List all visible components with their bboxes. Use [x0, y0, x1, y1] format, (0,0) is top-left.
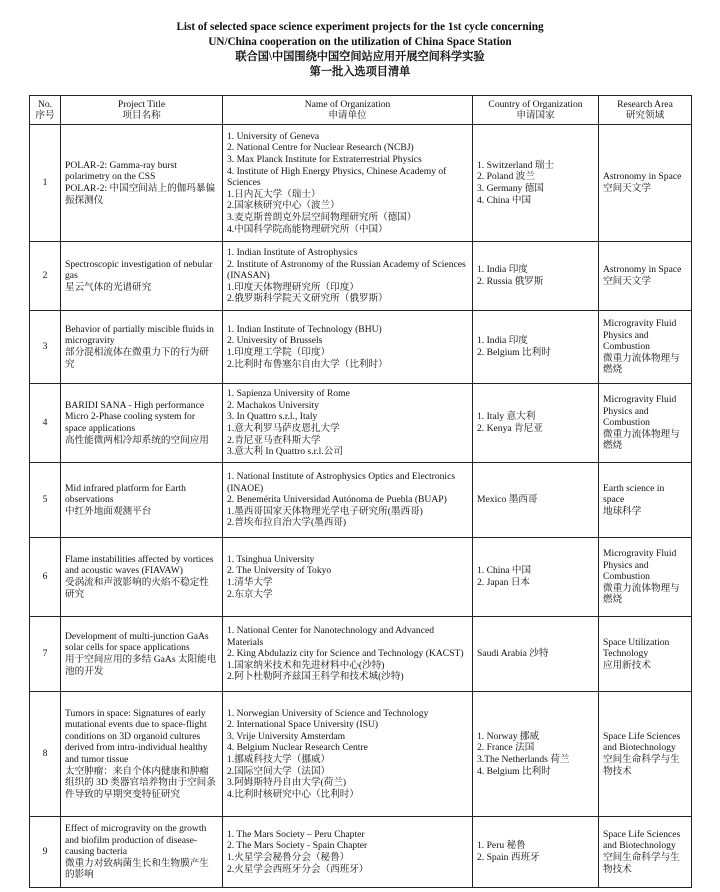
document-header: [0, 20, 720, 80]
project-title: Behavior of partially miscible fluids in microgravity 部分混相流体在微重力下的行为研究: [61, 311, 223, 384]
column-header-country: Country of Organization 申请国家: [473, 96, 599, 125]
project-title: Development of multi-junction GaAs solar cells for space applications 用于空间应用的多结 GaAs 太阳能电池的开发: [61, 617, 223, 692]
country-list: Saudi Arabia 沙特: [473, 617, 599, 692]
research-area: Microgravity Fluid Physics and Combustion 微重力流体物理与燃烧: [599, 384, 692, 463]
table-row: [30, 125, 692, 242]
column-header-organization: Name of Organization 申请单位: [223, 96, 473, 125]
table-row: [30, 311, 692, 384]
row-number: 9: [30, 817, 61, 888]
research-area: Astronomy in Space 空间天文学: [599, 125, 692, 242]
country-list: 1. India 印度 2. Belgium 比利时: [473, 311, 599, 384]
project-title: Spectroscopic investigation of nebular gas 星云气体的光谱研究: [61, 242, 223, 311]
organization-list: 1. National Institute of Astrophysics Optics and Electronics (INAOE) 2. Benemérita Universidad Autónoma de Puebla (BUAP) 1.墨西哥国家天体物理光学电子研究所(墨西哥) 2.普埃布拉自治大学(墨西哥): [223, 463, 473, 538]
organization-list: 1. Tsinghua University 2. The University of Tokyo 1.清华大学 2.东京大学: [223, 538, 473, 617]
table-row: [30, 463, 692, 538]
country-list: Mexico 墨西哥: [473, 463, 599, 538]
column-header-title: Project Title 项目名称: [61, 96, 223, 125]
row-number: 4: [30, 384, 61, 463]
header-title-zh-1: 联合国\中国围绕中国空间站应用开展空间科学实验: [235, 51, 485, 63]
country-list: 1. Switzerland 瑞士 2. Poland 波兰 3. Germany 德国 4. China 中国: [473, 125, 599, 242]
row-number: 6: [30, 538, 61, 617]
row-number: 1: [30, 125, 61, 242]
header-title-zh-2: 第一批入选项目清单: [309, 66, 411, 78]
organization-list: 1. Norwegian University of Science and Technology 2. International Space University (ISU) 3. Vrije University Amsterdam 4. Belgium Nuclear Research Centre 1.挪威科技大学（挪威） 2.国际空间大学（法国） 3.阿姆斯特丹自由大学(荷兰) 4.比利时核研究中心（比利时）: [223, 692, 473, 817]
project-title: Flame instabilities affected by vortices and acoustic waves (FIAVAW) 受涡流和声波影响的火焰不稳定性研究: [61, 538, 223, 617]
research-area: Space Life Sciences and Biotechnology 空间生命科学与生物技术: [599, 692, 692, 817]
table-row: [30, 384, 692, 463]
research-area: Microgravity Fluid Physics and Combustion 微重力流体物理与燃烧: [599, 311, 692, 384]
header-title-en-2: UN/China cooperation on the utilization of China Space Station: [208, 36, 512, 48]
project-title: Effect of microgravity on the growth and biofilm production of disease-causing bacteria 微重力对致病菌生长和生物膜产生的影响: [61, 817, 223, 888]
project-title: Mid infrared platform for Earth observations 中红外地面观测平台: [61, 463, 223, 538]
research-area: Space Utilization Technology 应用新技术: [599, 617, 692, 692]
project-title: Tumors in space: Signatures of early mutational events due to space-flight conditions on 3D organoid cultures derived from intra-individual healthy and tumor tissue 太空肿瘤：来自个体内健康和肿瘤组织的 3D 类器官培养物由于空间条件导致的早期突变特征研究: [61, 692, 223, 817]
research-area: Space Life Sciences and Biotechnology 空间生命科学与生物技术: [599, 817, 692, 888]
row-number: 2: [30, 242, 61, 311]
organization-list: 1. Sapienza University of Rome 2. Machakos University 3. In Quattro s.r.l., Italy 1.意大利罗马萨皮恩扎大学 2.肯尼亚马查科斯大学 3.意大利 In Quattro s.r.l.公司: [223, 384, 473, 463]
row-number: 5: [30, 463, 61, 538]
project-title: BARIDI SANA - High performance Micro 2-Phase cooling system for space applications 高性能微两相冷却系统的空间应用: [61, 384, 223, 463]
column-header-no: No. 序号: [30, 96, 61, 125]
table-row: [30, 538, 692, 617]
row-number: 8: [30, 692, 61, 817]
table-row: [30, 242, 692, 311]
table-header-row: [30, 96, 692, 125]
project-title: POLAR-2: Gamma-ray burst polarimetry on the CSS POLAR-2: 中国空间站上的伽玛暴偏振探测仪: [61, 125, 223, 242]
table-row: [30, 817, 692, 888]
research-area: Microgravity Fluid Physics and Combustion 微重力流体物理与燃烧: [599, 538, 692, 617]
organization-list: 1. University of Geneva 2. National Centre for Nuclear Research (NCBJ) 3. Max Planck Institute for Extraterrestrial Physics 4. Institute of High Energy Physics, Chinese Academy of Sciences 1.日内瓦大学（瑞士） 2.国家核研究中心（波兰） 3.麦克斯普朗克外层空间物理研究所（德国） 4.中国科学院高能物理研究所（中国）: [223, 125, 473, 242]
research-area: Earth science in space 地球科学: [599, 463, 692, 538]
projects-table: [29, 95, 692, 888]
table-row: [30, 617, 692, 692]
table-row: [30, 692, 692, 817]
country-list: 1. Italy 意大利 2. Kenya 肯尼亚: [473, 384, 599, 463]
organization-list: 1. Indian Institute of Technology (BHU) 2. University of Brussels 1.印度理工学院（印度） 2.比利时布鲁塞尔自由大学（比利时）: [223, 311, 473, 384]
organization-list: 1. Indian Institute of Astrophysics 2. Institute of Astronomy of the Russian Academy of Sciences (INASAN) 1.印度天体物理研究所（印度） 2.俄罗斯科学院天文研究所（俄罗斯）: [223, 242, 473, 311]
row-number: 7: [30, 617, 61, 692]
country-list: 1. India 印度 2. Russia 俄罗斯: [473, 242, 599, 311]
row-number: 3: [30, 311, 61, 384]
header-title-en-1: List of selected space science experiment projects for the 1st cycle concerning: [176, 21, 544, 33]
organization-list: 1. National Center for Nanotechnology and Advanced Materials 2. King Abdulaziz city for Science and Technology (KACST) 1.国家纳米技术和先进材料中心(沙特) 2.阿卜杜勒阿齐兹国王科学和技术城(沙特): [223, 617, 473, 692]
country-list: 1. Peru 秘鲁 2. Spain 西班牙: [473, 817, 599, 888]
country-list: 1. Norway 挪威 2. France 法国 3.The Netherlands 荷兰 4. Belgium 比利时: [473, 692, 599, 817]
country-list: 1. China 中国 2. Japan 日本: [473, 538, 599, 617]
column-header-area: Research Area 研究领域: [599, 96, 692, 125]
research-area: Astronomy in Space 空间天文学: [599, 242, 692, 311]
organization-list: 1. The Mars Society – Peru Chapter 2. The Mars Society - Spain Chapter 1.火星学会秘鲁分会（秘鲁） 2.火星学会西班牙分会（西班牙）: [223, 817, 473, 888]
